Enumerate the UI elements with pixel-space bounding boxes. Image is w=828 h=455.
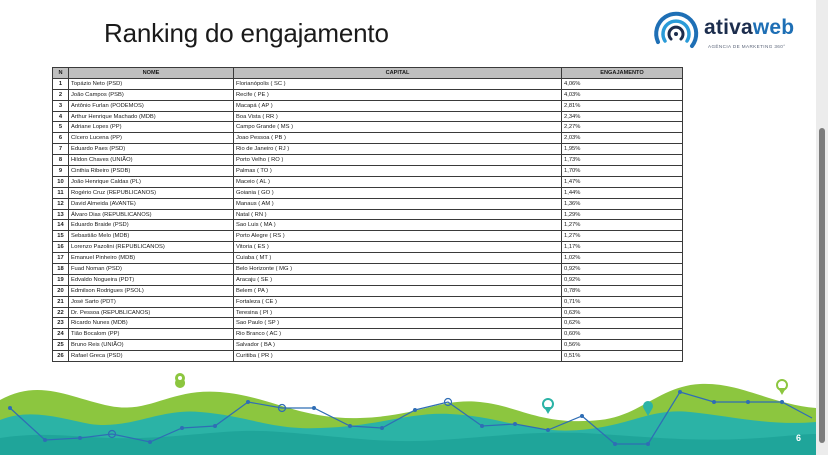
name-cell: Eduardo Braide (PSD) [69,220,234,231]
table-row [53,329,683,340]
vertical-scrollbar[interactable] [816,0,828,455]
rank-number-cell: 3 [53,100,69,111]
table-row [53,198,683,209]
capital-cell: Cuiaba ( MT ) [234,253,562,264]
rank-number-cell: 2 [53,89,69,100]
name-cell: Adriane Lopes (PP) [69,122,234,133]
name-cell: João Campos (PSB) [69,89,234,100]
page-number: 6 [796,433,802,443]
name-cell: Fuad Noman (PSD) [69,264,234,275]
name-cell: Cícero Lucena (PP) [69,133,234,144]
engagement-cell: 1,02% [562,253,683,264]
name-cell: Antônio Furlan (PODEMOS) [69,100,234,111]
logo-swirl-icon [652,8,702,56]
engagement-cell: 0,63% [562,307,683,318]
table-row [53,187,683,198]
engagement-ranking-table [52,67,683,362]
logo-tagline: AGÊNCIA DE MARKETING 360° [708,44,786,49]
name-cell: Rogério Cruz (REPUBLICANOS) [69,187,234,198]
engagement-cell: 4,06% [562,78,683,89]
engagement-cell: 0,78% [562,285,683,296]
rank-number-cell: 6 [53,133,69,144]
name-cell: Topázio Neto (PSD) [69,78,234,89]
engagement-cell: 0,92% [562,274,683,285]
table-row [53,253,683,264]
rank-number-cell: 8 [53,155,69,166]
table-row [53,100,683,111]
table-row [53,231,683,242]
engagement-cell: 1,70% [562,166,683,177]
logo-word-web: web [752,16,795,39]
rank-number-cell: 16 [53,242,69,253]
rank-number-cell: 18 [53,264,69,275]
engagement-cell: 1,95% [562,144,683,155]
engagement-cell: 1,73% [562,155,683,166]
name-cell: Edvaldo Nogueira (PDT) [69,274,234,285]
name-cell: Sebastião Melo (MDB) [69,231,234,242]
rank-number-cell: 22 [53,307,69,318]
logo-wordmark [704,16,794,40]
table-row [53,78,683,89]
engagement-cell: 1,44% [562,187,683,198]
capital-cell: Palmas ( TO ) [234,166,562,177]
rank-number-cell: 23 [53,318,69,329]
name-cell: Dr. Pessoa (REPUBLICANOS) [69,307,234,318]
engagement-cell: 1,29% [562,209,683,220]
rank-number-cell: 17 [53,253,69,264]
table-row [53,318,683,329]
engagement-cell: 1,27% [562,220,683,231]
capital-cell: Boa Vista ( RR ) [234,111,562,122]
name-cell: Ricardo Nunes (MDB) [69,318,234,329]
capital-cell: Salvador ( BA ) [234,340,562,351]
rank-number-cell: 14 [53,220,69,231]
table-row [53,274,683,285]
ativaweb-logo [652,8,812,56]
capital-cell: Aracaju ( SE ) [234,274,562,285]
name-cell: Álvaro Dias (REPUBLICANOS) [69,209,234,220]
capital-cell: Fortaleza ( CE ) [234,296,562,307]
name-cell: Arthur Henrique Machado (MDB) [69,111,234,122]
table-row [53,340,683,351]
logo-word-ativa: ativa [704,16,753,39]
decorative-wave-footer [0,368,816,455]
name-cell: Bruno Reis (UNIÃO) [69,340,234,351]
table-row [53,296,683,307]
capital-cell: Macapá ( AP ) [234,100,562,111]
engagement-cell: 0,60% [562,329,683,340]
rank-number-cell: 25 [53,340,69,351]
rank-number-cell: 4 [53,111,69,122]
table-row [53,155,683,166]
engagement-cell: 4,03% [562,89,683,100]
capital-cell: Joao Pessoa ( PB ) [234,133,562,144]
map-pin-icon [543,399,553,414]
engagement-cell: 0,92% [562,264,683,275]
map-pin-icon [175,373,185,388]
table-row [53,351,683,362]
capital-cell: Sao Luis ( MA ) [234,220,562,231]
rank-number-cell: 19 [53,274,69,285]
table-row [53,285,683,296]
rank-number-cell: 12 [53,198,69,209]
rank-number-cell: 26 [53,351,69,362]
capital-cell: Natal ( RN ) [234,209,562,220]
engagement-cell: 0,71% [562,296,683,307]
table-row [53,307,683,318]
table-body [53,78,683,361]
rank-number-cell: 9 [53,166,69,177]
table-row [53,166,683,177]
capital-cell: Florianópolis ( SC ) [234,78,562,89]
engagement-cell: 2,34% [562,111,683,122]
name-cell: Eduardo Paes (PSD) [69,144,234,155]
engagement-cell: 1,17% [562,242,683,253]
table-row [53,242,683,253]
engagement-cell: 2,27% [562,122,683,133]
name-cell: João Henrique Caldas (PL) [69,176,234,187]
rank-number-cell: 11 [53,187,69,198]
name-cell: Hildon Chaves (UNIÃO) [69,155,234,166]
rank-number-cell: 20 [53,285,69,296]
rank-number-cell: 15 [53,231,69,242]
rank-number-cell: 7 [53,144,69,155]
engagement-cell: 0,51% [562,351,683,362]
name-cell: Cinthia Ribeiro (PSDB) [69,166,234,177]
engagement-cell: 2,03% [562,133,683,144]
name-cell: Rafael Greca (PSD) [69,351,234,362]
capital-cell: Belo Horizonte ( MG ) [234,264,562,275]
map-pin-icon [777,380,787,395]
header-engajamento: ENGAJAMENTO [562,68,683,79]
engagement-cell: 1,36% [562,198,683,209]
capital-cell: Manaus ( AM ) [234,198,562,209]
rank-number-cell: 5 [53,122,69,133]
table-row [53,264,683,275]
table-row [53,133,683,144]
header-n: N [53,68,69,79]
table-row [53,111,683,122]
name-cell: Edmilson Rodrigues (PSOL) [69,285,234,296]
table-row [53,220,683,231]
capital-cell: Vitoria ( ES ) [234,242,562,253]
capital-cell: Curitiba ( PR ) [234,351,562,362]
scrollbar-thumb[interactable] [819,128,825,443]
table-row [53,89,683,100]
engagement-cell: 2,81% [562,100,683,111]
name-cell: Emanuel Pinheiro (MDB) [69,253,234,264]
table-row [53,209,683,220]
header-nome: NOME [69,68,234,79]
name-cell: Tião Bocalom (PP) [69,329,234,340]
header-capital: CAPITAL [234,68,562,79]
table-row [53,122,683,133]
table-header-row [53,68,683,79]
table-row [53,144,683,155]
capital-cell: Rio de Janeiro ( RJ ) [234,144,562,155]
capital-cell: Teresina ( PI ) [234,307,562,318]
capital-cell: Recife ( PE ) [234,89,562,100]
slide-title: Ranking do engajamento [104,18,389,48]
rank-number-cell: 24 [53,329,69,340]
capital-cell: Porto Alegre ( RS ) [234,231,562,242]
engagement-cell: 1,27% [562,231,683,242]
name-cell: José Sarto (PDT) [69,296,234,307]
rank-number-cell: 1 [53,78,69,89]
name-cell: Lorenzo Pazolini (REPUBLICANOS) [69,242,234,253]
capital-cell: Campo Grande ( MS ) [234,122,562,133]
name-cell: David Almeida (AVANTE) [69,198,234,209]
capital-cell: Rio Branco ( AC ) [234,329,562,340]
capital-cell: Sao Paulo ( SP ) [234,318,562,329]
rank-number-cell: 13 [53,209,69,220]
capital-cell: Porto Velho ( RO ) [234,155,562,166]
rank-number-cell: 21 [53,296,69,307]
engagement-cell: 1,47% [562,176,683,187]
capital-cell: Goiania ( GO ) [234,187,562,198]
table-row [53,176,683,187]
capital-cell: Belem ( PA ) [234,285,562,296]
capital-cell: Maceio ( AL ) [234,176,562,187]
engagement-cell: 0,62% [562,318,683,329]
rank-number-cell: 10 [53,176,69,187]
engagement-cell: 0,56% [562,340,683,351]
